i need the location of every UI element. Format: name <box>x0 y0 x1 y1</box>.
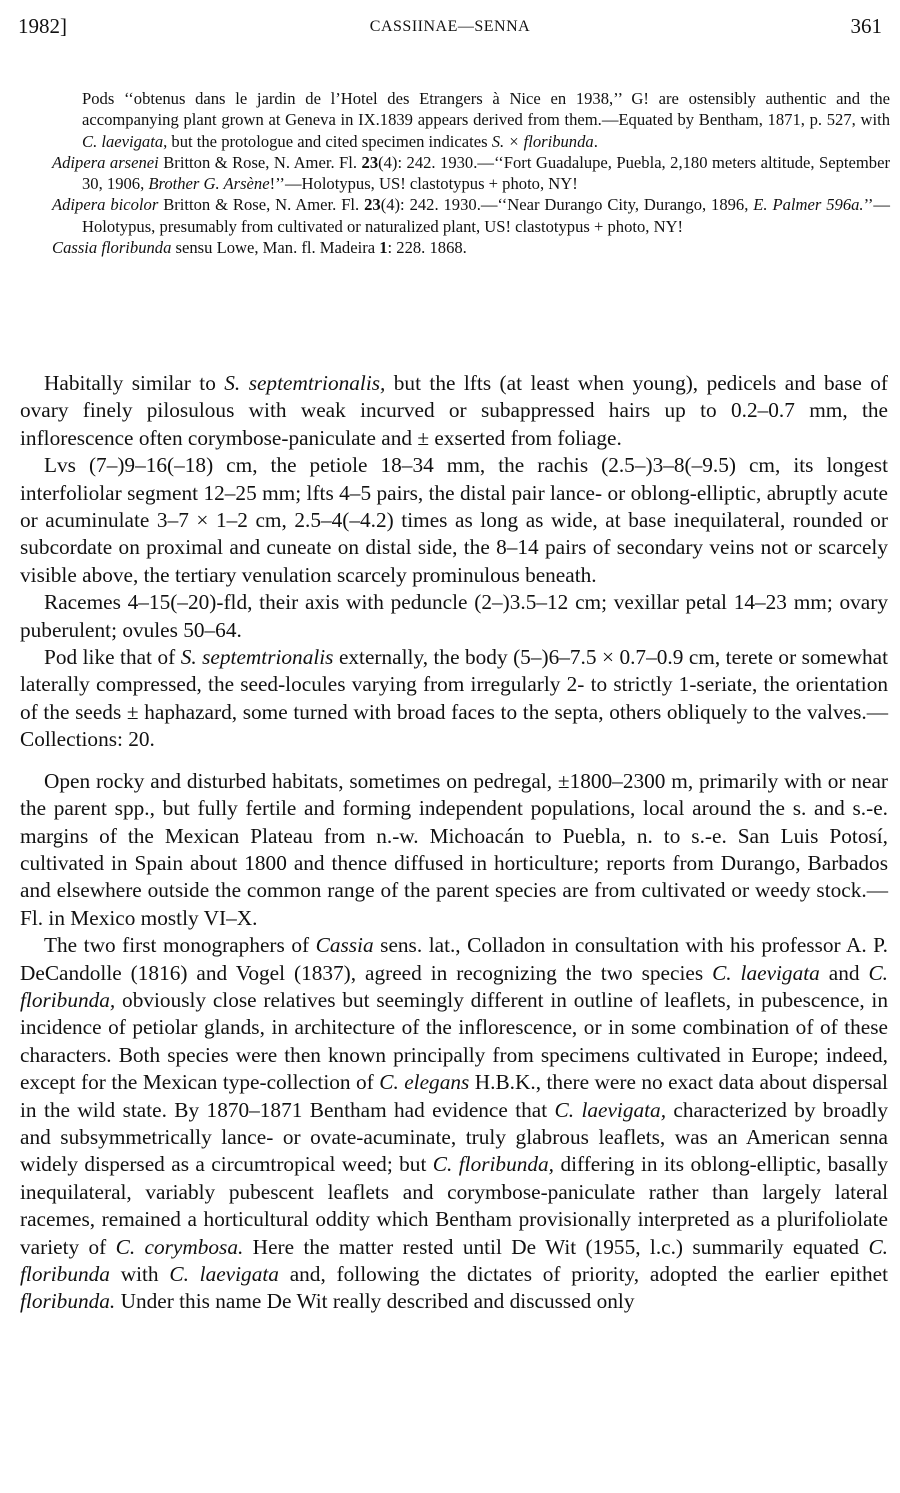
body-text <box>20 370 888 1316</box>
italic-run: S. septemtrionalis, <box>224 371 386 395</box>
italic-run: S. × floribunda <box>491 131 594 151</box>
italic-run: C. laevigata <box>169 1262 279 1286</box>
italic-run: Adipera bicolor <box>52 195 159 215</box>
italic-run: C. floribunda, <box>20 960 888 1012</box>
italic-run: Brother G. Arsène <box>148 174 270 194</box>
italic-run: Cassia floribunda <box>52 238 172 258</box>
italic-run: E. Palmer 596a. <box>753 195 864 215</box>
running-title: CASSIINAE—SENNA <box>369 18 531 35</box>
synonym-entry-adipera-arsenei: Adipera arsenei Britton & Rose, N. Amer. Fl. 23(4): 242. 1930.—‘‘Fort Guadalupe, Puebla, 2,180 meters altitude, September 30, 1906, Brother G. Arsène!’’—Holotypus, US! clastotypus + photo, NY! <box>52 152 890 194</box>
paragraph-pod: Pod like that of S. septemtrionalis externally, the body (5–)6–7.5 × 0.7–0.9 cm, terete or somewhat laterally compressed, the seed-locules varying from irregularly 2- to strictly 1-seriate, the orientation of the seeds ± haphazard, some turned with broad faces to the septa, others obliquely to the valves.—Collections: 20. <box>20 645 888 752</box>
italic-run: C. laevigata, <box>554 1097 667 1122</box>
header-year: 1982] <box>18 14 67 38</box>
italic-run: Cassia <box>315 933 374 958</box>
paragraph-habitat: Open rocky and disturbed habitats, sometimes on pedregal, ±1800–2300 m, primarily with or near the parent spp., but fully fertile and forming independent populations, local around the s. and s.-e. margins of the Mexican Plateau from n.-w. Michoacán to Puebla, n. to s.-e. San Luis Potosí, cultivated in Spain about 1800 and thence diffused in horticulture; reports from Durango, Barbados and elsewhere outside the common range of the parent species are from cultivated or weedy stock.—Fl. in Mexico mostly VI–X. <box>20 768 888 930</box>
italic-run: C. corymbosa. <box>115 1234 244 1259</box>
paragraph-habit: Habitally similar to S. septemtrionalis, but the lfts (at least when young), pedicels and base of ovary finely pilosulous with weak incurved or subappressed hairs up to 0.2–0.7 mm, the inflorescence often corymbose-paniculate and ± exserted from foliage. <box>20 371 888 450</box>
bold-run: 23 <box>364 195 381 215</box>
italic-run: C. laevigata <box>82 131 164 151</box>
italic-run: S. septemtrionalis <box>180 645 334 670</box>
paragraph-racemes: Racemes 4–15(–20)-fld, their axis with peduncle (2–)3.5–12 cm; vexillar petal 14–23 mm; ovary puberulent; ovules 50–64. <box>20 590 888 642</box>
italic-run: Adipera arsenei <box>52 152 159 172</box>
paragraph-discussion: The two first monographers of Cassia sens. lat., Colladon in consultation with his professor A. P. DeCandolle (1816) and Vogel (1837), agreed in recognizing the two species C. laevigata and C. floribunda, obviously close relatives but seemingly different in outline of leaflets, in pubescence, in incidence of petiolar glands, in architecture of the inflorescence, or in some combination of of these characters. Both species were then known principally from specimens cultivated in Europe; indeed, except for the Mexican type-collection of C. elegans H.B.K., there were no exact data about dispersal in the wild state. By 1870–1871 Bentham had evidence that C. laevigata, characterized by broadly and subsymmetrically lance- or ovate-acuminate, truly glabrous leaflets, was an American senna widely dispersed as a circumtropical weed; but C. floribunda, differing in its oblong-elliptic, basally inequilateral, variably pubescent leaflets and corymbose-paniculate rather than largely lateral racemes, remained a horticultural oddity which Bentham provisionally interpreted as a plurifoliolate variety of C. corymbosa. Here the matter rested until De Wit (1955, l.c.) summarily equated C. floribunda with C. laevigata and, following the dictates of priority, adopted the earlier epithet floribunda. Under this name De Wit really described and discussed only <box>20 933 888 1314</box>
bold-run: 1 <box>379 238 388 258</box>
running-header <box>18 12 882 40</box>
italic-run: C. floribunda, <box>432 1152 555 1177</box>
synonymy-block <box>52 88 890 258</box>
italic-run: C. laevigata <box>712 960 820 985</box>
page-number: 361 <box>850 14 882 38</box>
synonymy-continuation: Pods ‘‘obtenus dans le jardin de l’Hotel des Etrangers à Nice en 1938,’’ G! are ostensibly authentic and the accompanying plant grown at Geneva in IX.1839 appears derived from them.—Equated by Bentham, 1871, p. 527, with C. laevigata, but the protologue and cited specimen indicates S. × floribunda. <box>82 89 890 151</box>
italic-run: C. elegans <box>379 1070 470 1095</box>
italic-run: floribunda. <box>20 1289 116 1314</box>
synonym-entry-cassia-floribunda: Cassia floribunda sensu Lowe, Man. fl. Madeira 1: 228. 1868. <box>52 238 467 258</box>
synonym-entry-adipera-bicolor: Adipera bicolor Britton & Rose, N. Amer. Fl. 23(4): 242. 1930.—‘‘Near Durango City, Durango, 1896, E. Palmer 596a.’’—Holotypus, presumably from cultivated or naturalized plant, US! clastotypus + photo, NY! <box>52 195 890 236</box>
italic-run: C. floribunda <box>20 1234 888 1286</box>
bold-run: 23 <box>361 152 379 172</box>
paragraph-leaves: Lvs (7–)9–16(–18) cm, the petiole 18–34 mm, the rachis (2.5–)3–8(–9.5) cm, its longest interfoliolar segment 12–25 mm; lfts 4–5 pairs, the distal pair lance- or oblong-elliptic, abruptly acute or acuminulate 3–7 × 1–2 cm, 2.5–4(–4.2) times as long as wide, at base inequilateral, rounded or subcordate on proximal and cuneate on distal side, the 8–14 pairs of secondary veins not or scarcely visible above, the tertiary venulation scarcely prominulous beneath. <box>20 453 888 587</box>
